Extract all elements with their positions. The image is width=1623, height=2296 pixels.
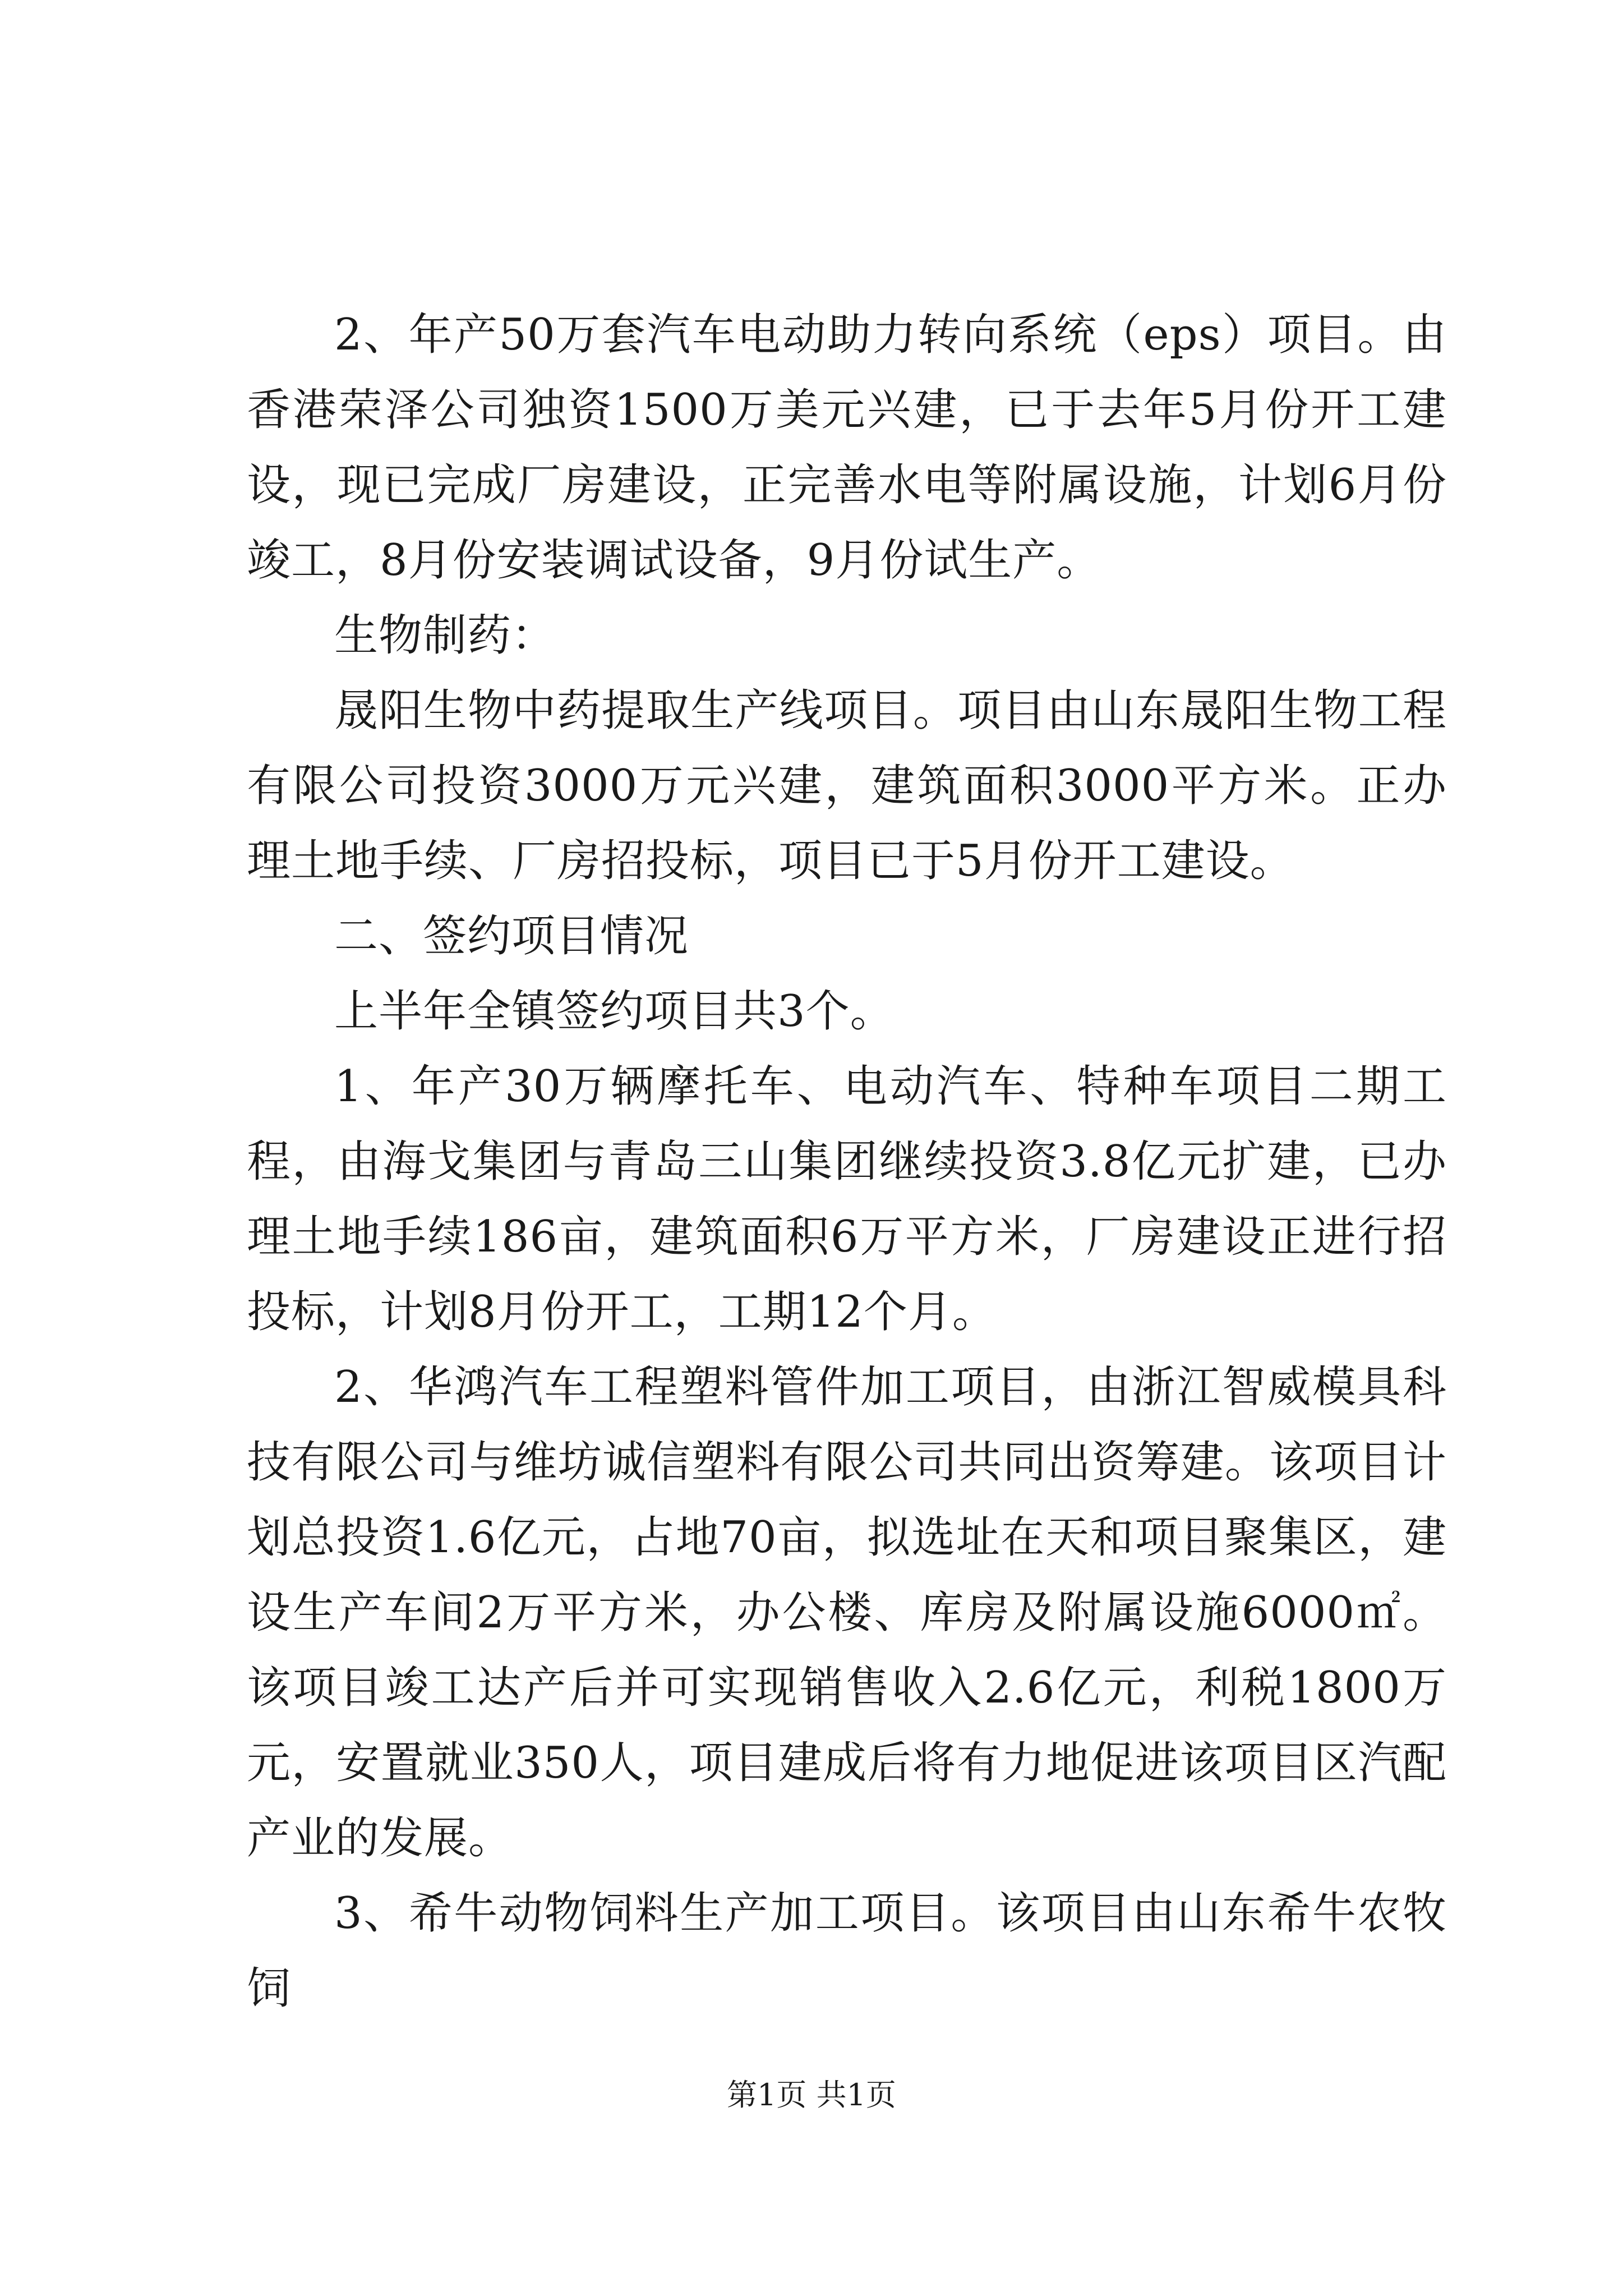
paragraph-huahong-project: 2、华鸿汽车工程塑料管件加工项目，由浙江智威模具科技有限公司与维坊诚信塑料有限公司共同出资筹建。该项目计划总投资1.6亿元，占地70亩，拟选址在天和项目聚集区，建设生产车间2万平方米，办公楼、库房及附属设施6000㎡。该项目竣工达产后并可实现销售收入2.6亿元，利税1800万元，安置就业350人，项目建成后将有力地促进该项目区汽配产业的发展。 [247, 1362, 1447, 1864]
paragraph-xiniu-project: 3、希牛动物饲料生产加工项目。该项目由山东希牛农牧饲 [247, 1888, 1447, 2014]
page-footer: 第1页 共1页 [727, 2077, 896, 2113]
heading-signed-projects: 二、签约项目情况 [334, 911, 689, 961]
paragraph-eps-project: 2、年产50万套汽车电动助力转向系统（eps）项目。由香港荣泽公司独资1500万美元兴建，已于去年5月份开工建设，现已完成厂房建设，正完善水电等附属设施，计划6月份竣工，8月份安装调试设备，9月份试生产。 [247, 310, 1447, 586]
heading-biopharma: 生物制药： [334, 610, 556, 661]
paragraph-motorcycle-project: 1、年产30万辆摩托车、电动汽车、特种车项目二期工程，由海戈集团与青岛三山集团继续投资3.8亿元扩建，已办理土地手续186亩，建筑面积6万平方米，厂房建设正进行招投标，计划8月份开工，工期12个月。 [247, 1061, 1447, 1337]
paragraph-shengyang-project: 晟阳生物中药提取生产线项目。项目由山东晟阳生物工程有限公司投资3000万元兴建，建筑面积3000平方米。正办理土地手续、厂房招投标，项目已于5月份开工建设。 [247, 685, 1447, 886]
document-body [247, 297, 1447, 2026]
paragraph-signed-count: 上半年全镇签约项目共3个。 [334, 986, 895, 1037]
